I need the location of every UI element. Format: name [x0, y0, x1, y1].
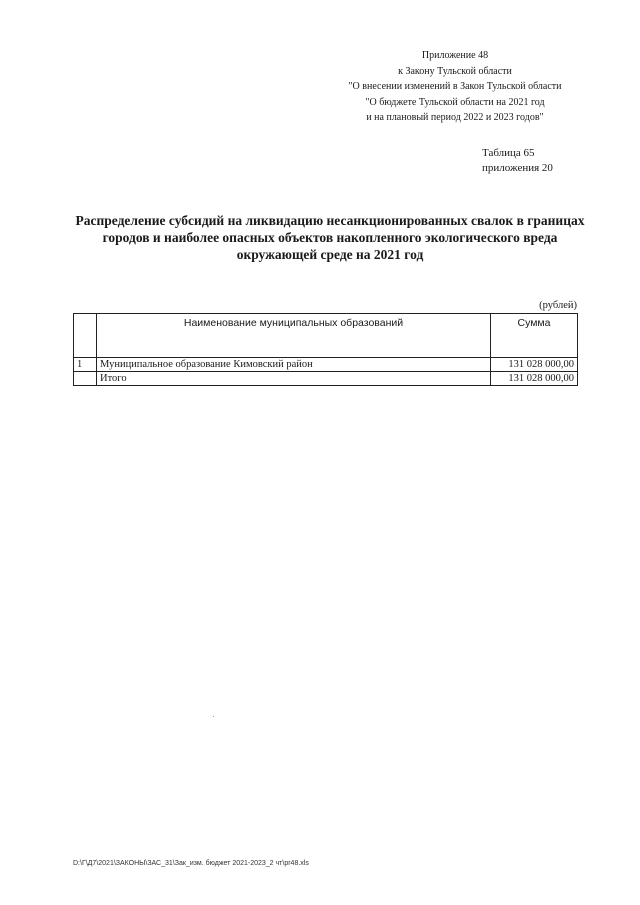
total-number [74, 372, 97, 386]
appendix-line-3: "О внесении изменений в Закон Тульской области [348, 81, 562, 92]
table-row [74, 358, 578, 372]
scan-speck [213, 716, 214, 717]
table-total-row [74, 372, 578, 386]
appendix-reference: приложения 20 [482, 162, 553, 174]
appendix-header [330, 48, 580, 126]
total-label: Итого [97, 372, 491, 386]
appendix-line-5: и на плановый период 2022 и 2023 годов" [366, 112, 544, 123]
file-path-footer: D:\Г\Д7\2021\ЗАКОНЫ\ЗАС_31\Зак_изм. бюджет 2021-2023_2 чт\pr48.xls [73, 860, 309, 867]
header-name: Наименование муниципальных образований [97, 314, 491, 358]
row-name: Муниципальное образование Кимовский район [97, 358, 491, 372]
subsidy-table [73, 313, 578, 386]
table-number: Таблица 65 [482, 147, 535, 159]
units-label: (рублей) [539, 300, 577, 311]
header-sum: Сумма [491, 314, 578, 358]
total-sum: 131 028 000,00 [491, 372, 578, 386]
table-header-row [74, 314, 578, 358]
appendix-line-1: Приложение 48 [421, 50, 489, 61]
title-line-2: городов и наиболее опасных объектов накопленного экологического вреда [102, 230, 558, 245]
document-title [60, 212, 600, 263]
title-line-1: Распределение субсидий на ликвидацию несанкционированных свалок в границах [75, 213, 585, 228]
table-reference [470, 146, 580, 176]
appendix-line-4: "О бюджете Тульской области на 2021 год [365, 96, 545, 108]
header-number [74, 314, 97, 358]
row-number: 1 [74, 358, 97, 372]
appendix-line-2: к Закону Тульской области [398, 65, 512, 77]
title-line-3: окружающей среде на 2021 год [236, 247, 424, 262]
row-sum: 131 028 000,00 [491, 358, 578, 372]
